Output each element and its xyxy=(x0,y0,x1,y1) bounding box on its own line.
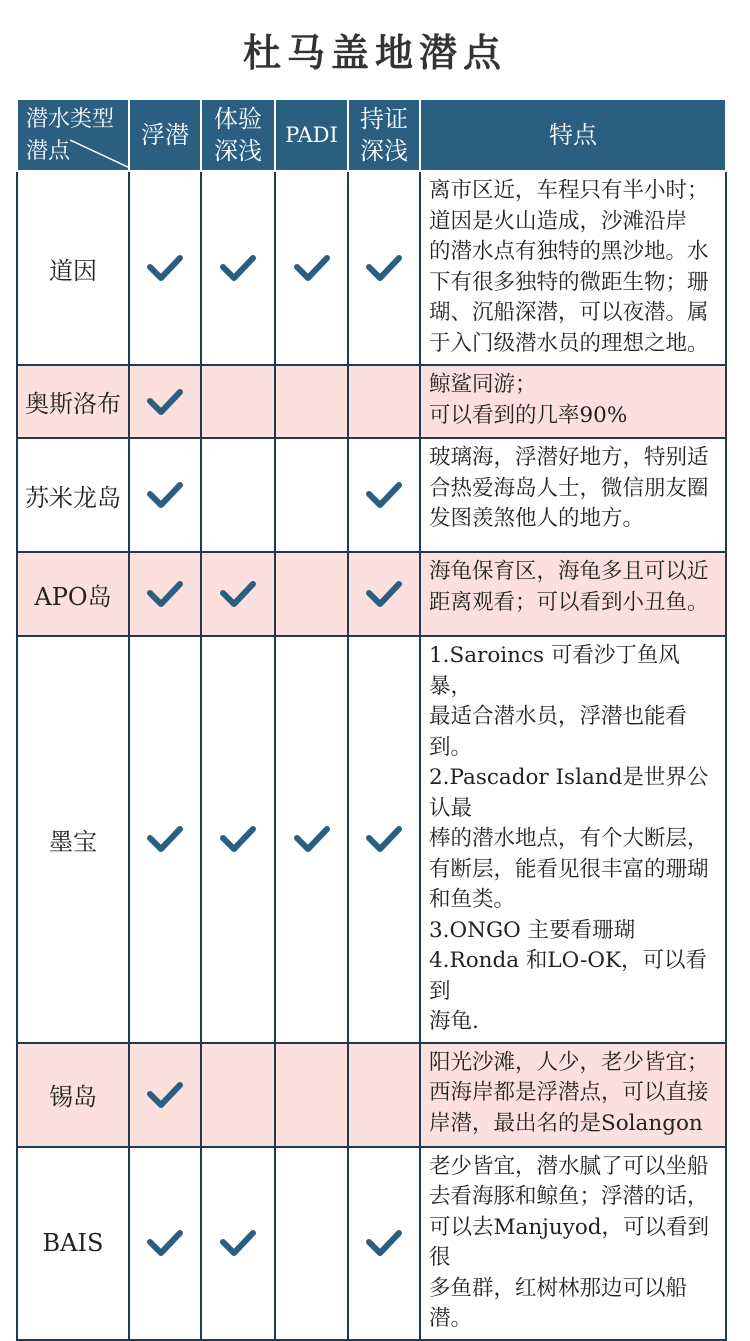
table-row xyxy=(17,552,726,636)
check-icon xyxy=(365,480,403,510)
site-name: 墨宝 xyxy=(17,636,129,1043)
check-icon xyxy=(219,253,257,283)
cell-certified-dive xyxy=(348,552,420,636)
site-name: BAIS xyxy=(17,1147,129,1340)
cell-certified-dive xyxy=(348,365,420,438)
cell-trial-dive xyxy=(201,438,275,552)
cell-padi xyxy=(275,171,348,365)
cell-snorkel xyxy=(129,552,201,636)
site-features: 玻璃海，浮潜好地方，特别适 合热爱海岛人士，微信朋友圈 发图羡煞他人的地方。 xyxy=(420,438,726,552)
cell-trial-dive xyxy=(201,636,275,1043)
check-icon xyxy=(146,480,184,510)
check-icon xyxy=(219,1228,257,1258)
check-icon xyxy=(146,1080,184,1110)
corner-label-site: 潜点 xyxy=(26,139,71,164)
check-icon xyxy=(365,579,403,609)
cell-trial-dive xyxy=(201,365,275,438)
table-row xyxy=(17,171,726,365)
col-header-trial-dive: 体验 深浅 xyxy=(201,99,275,171)
cell-snorkel xyxy=(129,365,201,438)
table-row xyxy=(17,1043,726,1147)
col-header-certified-dive: 持证 深浅 xyxy=(348,99,420,171)
site-name: 苏米龙岛 xyxy=(17,438,129,552)
site-name: 奥斯洛布 xyxy=(17,365,129,438)
cell-certified-dive xyxy=(348,171,420,365)
cell-trial-dive xyxy=(201,171,275,365)
col-header-padi: PADI xyxy=(275,99,348,171)
site-features: 老少皆宜，潜水腻了可以坐船 去看海豚和鲸鱼；浮潜的话， 可以去Manjuyod，可以看到很 多鱼群，红树林那边可以船潜。 xyxy=(420,1147,726,1340)
table-row xyxy=(17,1147,726,1340)
corner-header xyxy=(17,99,129,171)
check-icon xyxy=(146,387,184,417)
check-icon xyxy=(146,1228,184,1258)
check-icon xyxy=(146,579,184,609)
cell-trial-dive xyxy=(201,1043,275,1147)
check-icon xyxy=(365,1228,403,1258)
table-row xyxy=(17,636,726,1043)
check-icon xyxy=(293,253,331,283)
site-features: 离市区近，车程只有半小时； 道因是火山造成，沙滩沿岸 的潜水点有独特的黑沙地。水 下有很多独特的微距生物；珊 瑚、沉船深潜，可以夜潜。属 于入门级潜水员的理想之地。 xyxy=(420,171,726,365)
table-row xyxy=(17,438,726,552)
check-icon xyxy=(365,824,403,854)
cell-padi xyxy=(275,636,348,1043)
check-icon xyxy=(293,824,331,854)
check-icon xyxy=(146,253,184,283)
cell-snorkel xyxy=(129,1043,201,1147)
col-header-snorkel: 浮潜 xyxy=(129,99,201,171)
site-name: 道因 xyxy=(17,171,129,365)
cell-certified-dive xyxy=(348,1147,420,1340)
cell-trial-dive xyxy=(201,552,275,636)
cell-snorkel xyxy=(129,1147,201,1340)
col-header-features: 特点 xyxy=(420,99,726,171)
table-row xyxy=(17,365,726,438)
cell-certified-dive xyxy=(348,438,420,552)
cell-padi xyxy=(275,552,348,636)
check-icon xyxy=(146,824,184,854)
site-features: 海龟保育区，海龟多且可以近 距离观看；可以看到小丑鱼。 xyxy=(420,552,726,636)
check-icon xyxy=(219,579,257,609)
cell-certified-dive xyxy=(348,1043,420,1147)
site-name: 锡岛 xyxy=(17,1043,129,1147)
check-icon xyxy=(365,253,403,283)
site-name: APO岛 xyxy=(17,552,129,636)
cell-certified-dive xyxy=(348,636,420,1043)
page-title: 杜马盖地潜点 xyxy=(242,30,507,75)
cell-snorkel xyxy=(129,636,201,1043)
dive-sites-table xyxy=(16,98,727,1341)
site-features: 阳光沙滩，人少，老少皆宜； 西海岸都是浮潜点，可以直接 岸潜，最出名的是Solangon xyxy=(420,1043,726,1147)
cell-padi xyxy=(275,1147,348,1340)
cell-trial-dive xyxy=(201,1147,275,1340)
site-features: 1.Saroincs 可看沙丁鱼风暴， 最适合潜水员，浮潜也能看到。 2.Pascador Island是世界公认最 棒的潜水地点，有个大断层， 有断层，能看见很丰富的珊瑚 和鱼类。 3.ONGO 主要看珊瑚 4.Ronda 和LO-OK，可以看到 海龟. xyxy=(420,636,726,1043)
check-icon xyxy=(219,824,257,854)
cell-padi xyxy=(275,1043,348,1147)
cell-padi xyxy=(275,365,348,438)
corner-label-type: 潜水类型 xyxy=(26,107,115,132)
header-row xyxy=(17,99,726,171)
cell-padi xyxy=(275,438,348,552)
cell-snorkel xyxy=(129,438,201,552)
site-features: 鲸鲨同游； 可以看到的几率90% xyxy=(420,365,726,438)
cell-snorkel xyxy=(129,171,201,365)
